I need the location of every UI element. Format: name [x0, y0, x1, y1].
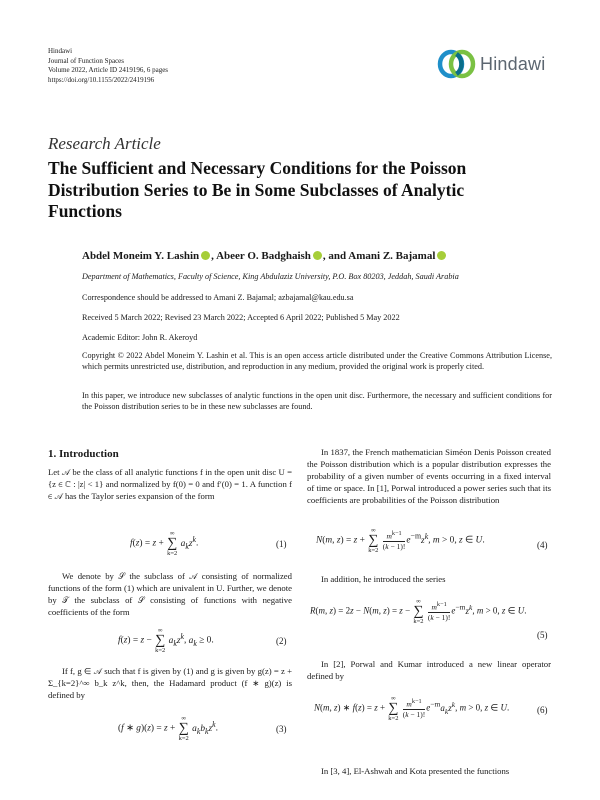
intro-paragraph-7: In [3, 4], El-Ashwah and Kota presented the functions — [321, 766, 510, 776]
journal-name: Journal of Function Spaces — [48, 56, 125, 65]
equation-2: f(z) = z − ∞ ∑ k=2 $a_kz^k$, $a_k \ge 0$. — [118, 627, 214, 654]
orcid-icon[interactable] — [437, 251, 446, 260]
intro-paragraph-3: If f, g ∈ 𝒜 such that f is given by (1) and g is given by g(z) = z + Σ_{k=2}^∞ b_k z^k, then, the Hadamard product (f ∗ g)(z) is defined by — [48, 666, 292, 700]
section-heading: 1. Introduction — [48, 448, 119, 460]
author-name: Abeer O. Badghaish — [216, 250, 311, 262]
summation: ∞ ∑ k=2 — [167, 530, 178, 557]
equation-number: (3) — [276, 724, 287, 734]
fraction: $\frac{m^{k-1}}{(k - 1)!}$ — [402, 698, 426, 719]
equation-number: (1) — [276, 539, 287, 549]
equation-3: (f ∗ g)(z) = z + ∞ ∑ k=2 $a_kb_kz^k$. — [118, 715, 218, 742]
equation-number: (6) — [537, 705, 548, 715]
equation-5: R(m, z) = 2z − N(m, z) = z − ∞ ∑ k=2 $\frac{m^{k-1}}{(k - 1)!}$ $e^{-m}z^k$, m > 0, z ∈ U. — [310, 598, 527, 625]
article-type: Research Article — [48, 134, 161, 153]
equation-number: (2) — [276, 636, 287, 646]
doi-link[interactable]: https://doi.org/10.1155/2022/2419196 — [48, 75, 155, 84]
summation: ∞ ∑ k=2 — [178, 715, 189, 742]
intro-paragraph-5: In addition, he introduced the series — [321, 574, 446, 584]
intro-paragraph-6: In [2], Porwal and Kumar introduced a new linear operator defined by — [307, 659, 551, 681]
equation-6: N(m, z) ∗ f(z) = z + ∞ ∑ k=2 $\frac{m^{k-1}}{(k - 1)!}$ $e^{-m}a_kz^k$, m > 0, z ∈ U. — [314, 695, 510, 722]
author-separator: , and — [322, 250, 349, 262]
equation-4: N(m, z) = z + ∞ ∑ k=2 $\frac{m^{k-1}}{(k - 1)!}$ $e^{-m}z^k$, m > 0, z ∈ U. — [316, 527, 485, 554]
journal-header — [48, 47, 168, 85]
hindawi-rings-icon — [436, 46, 478, 82]
dates: Received 5 March 2022; Revised 23 March 2022; Accepted 6 April 2022; Published 5 May 2022 — [82, 313, 400, 322]
author-name: Abdel Moneim Y. Lashin — [82, 250, 200, 262]
fraction: $\frac{m^{k-1}}{(k - 1)!}$ — [382, 530, 406, 551]
summation: ∞ ∑ k=2 — [413, 598, 424, 625]
summation: ∞ ∑ k=2 — [155, 627, 166, 654]
summation: ∞ ∑ k=2 — [388, 695, 399, 722]
summation: ∞ ∑ k=2 — [368, 527, 379, 554]
intro-paragraph-1: Let 𝒜 be the class of all analytic functions f in the open unit disc U = {z ∈ ℂ : |z| < 1} and normalized by f(0) = 0 and f′(0) = 1. A function f ∈ 𝒜 has the Taylor series expansion of the form — [48, 467, 292, 501]
academic-editor: Academic Editor: John R. Akeroyd — [82, 333, 198, 342]
orcid-icon[interactable] — [313, 251, 322, 260]
author-name: Amani Z. Bajamal — [348, 250, 436, 262]
author-separator: , — [211, 250, 217, 262]
intro-paragraph-2: We denote by 𝒮 the subclass of 𝒜 consisting of normalized functions of the form (1) which are univalent in U. Further, we denote by 𝒯 the subclass of 𝒮 consisting of functions with negative coefficients of the form — [48, 571, 292, 617]
paper-title: The Sufficient and Necessary Conditions for the Poisson Distribution Series to Be in Some Subclasses of Analytic Functions — [48, 158, 467, 221]
abstract: In this paper, we introduce new subclasses of analytic functions in the open unit disc. Furthermore, the necessary and sufficient conditions for the Poisson distribution series to be in these new subclasses are found. — [82, 391, 552, 411]
orcid-icon[interactable] — [201, 251, 210, 260]
equation-number: (4) — [537, 540, 548, 550]
equation-1: f(z) = z + ∞ ∑ k=2 $a_kz^k$. — [130, 530, 199, 557]
author-list — [82, 250, 447, 262]
intro-paragraph-4: In 1837, the French mathematician Siméon Denis Poisson created the Poisson distribution which is a popular distribution expresses the probability of a given number of events occurring in a fixed interval of time or space. In [1], Porwal introduced a power series such that its coefficients are probabilities of the Poisson distribution — [307, 447, 551, 505]
affiliation: Department of Mathematics, Faculty of Science, King Abdulaziz University, P.O. Box 80203, Jeddah, Saudi Arabia — [82, 272, 459, 281]
publisher-name: Hindawi — [48, 47, 73, 55]
hindawi-logo — [436, 46, 556, 82]
logo-text: Hindawi — [480, 54, 546, 74]
volume-line: Volume 2022, Article ID 2419196, 6 pages — [48, 66, 169, 74]
fraction: $\frac{m^{k-1}}{(k - 1)!}$ — [427, 601, 451, 622]
equation-number: (5) — [537, 630, 548, 640]
copyright-notice: Copyright © 2022 Abdel Moneim Y. Lashin et al. This is an open access article distributed under the Creative Commons Attribution License, which permits unrestricted use, distribution, and reproduction in any medium, provided the original work is properly cited. — [82, 351, 552, 371]
correspondence: Correspondence should be addressed to Amani Z. Bajamal; azbajamal@kau.edu.sa — [82, 293, 354, 302]
